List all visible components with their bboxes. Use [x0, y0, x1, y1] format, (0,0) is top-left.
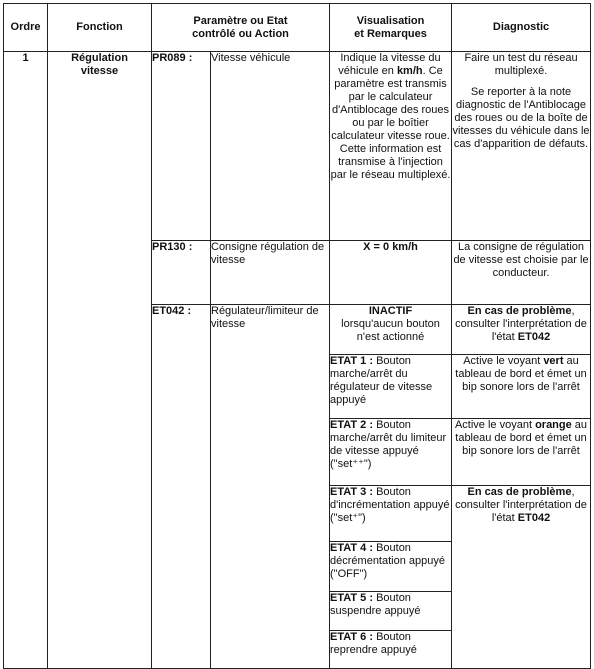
et042-diag-etat1	[452, 355, 591, 419]
state-5-name: ETAT 5 :	[330, 592, 373, 604]
header-fonction: Fonction	[48, 4, 152, 52]
header-visu-line2: et Remarques	[354, 27, 427, 40]
et042-diag-etat2	[452, 419, 591, 486]
diag-etat1-pre: Active le voyant	[463, 355, 544, 367]
fonction-line1: Régulation	[71, 52, 128, 64]
state-1-name: ETAT 1 :	[330, 355, 373, 367]
diag-rest-code: ET042	[517, 512, 551, 524]
pr130-code: PR130 :	[152, 241, 211, 305]
fonction-cell	[48, 52, 152, 669]
diag-etat2-post: au tableau de bord et émet un bip sonore lors de l'arrêt	[455, 419, 588, 457]
et042-state-1	[330, 355, 452, 419]
state-inactif-name: INACTIF	[368, 305, 413, 317]
diagnostic-table	[3, 3, 591, 669]
state-4-text: Bouton décrémentation appuyé ("OFF")	[330, 542, 445, 580]
diag-inactif-pre: En cas de problème	[467, 305, 572, 317]
pr089-visualisation	[330, 52, 452, 241]
diag-rest-mid: , consulter l'interprétation de l'état	[455, 486, 587, 524]
pr089-code: PR089 :	[152, 52, 211, 241]
et042-code: ET042 :	[152, 305, 211, 669]
et042-diag-rest	[452, 486, 591, 669]
state-inactif-text: lorsqu'aucun bouton n'est actionné	[341, 318, 440, 343]
state-4-name: ETAT 4 :	[330, 542, 373, 554]
et042-state-4	[330, 542, 452, 592]
row-pr089	[4, 52, 591, 241]
pr089-diag-1: Faire un test du réseau multiplexé.	[464, 52, 578, 77]
et042-state-inactif	[330, 305, 452, 355]
et042-state-2	[330, 419, 452, 486]
ordre-cell: 1	[4, 52, 48, 669]
header-visualisation	[330, 4, 452, 52]
pr089-diagnostic	[452, 52, 591, 241]
state-3-name: ETAT 3 :	[330, 486, 373, 498]
header-diagnostic: Diagnostic	[452, 4, 591, 52]
state-2-text: Bouton marche/arrêt du limiteur de vitesse appuyé ("set⁺⁺")	[330, 419, 447, 470]
header-parametre-line2: contrôlé ou Action	[192, 27, 289, 40]
pr130-diagnostic: La consigne de régulation de vitesse est choisie par le conducteur.	[452, 241, 591, 305]
et042-state-3	[330, 486, 452, 542]
state-2-name: ETAT 2 :	[330, 419, 373, 431]
pr089-visu-pre: Indique la vitesse du véhicule en	[338, 52, 441, 77]
diag-inactif-code: ET042	[517, 331, 551, 343]
diag-rest-pre: En cas de problème	[467, 486, 572, 498]
state-6-text: Bouton reprendre appuyé	[330, 631, 417, 656]
header-visu-line1: Visualisation	[356, 14, 425, 27]
et042-label: Régulateur/limiteur de vitesse	[211, 305, 330, 669]
diag-etat2-color: orange	[535, 419, 572, 431]
header-ordre: Ordre	[4, 4, 48, 52]
pr130-label: Consigne régulation de vitesse	[211, 241, 330, 305]
pr089-visu-post: . Ce paramètre est transmis par le calculateur d'Antiblocage des roues ou par le boîtier calculateur vitesse roue. Cette information est transmise à l'injection par le réseau multiplexé.	[330, 65, 451, 181]
fonction-line2: vitesse	[80, 65, 119, 77]
state-3-text: Bouton d'incrémentation appuyé ("set⁺")	[330, 486, 450, 524]
header-row	[4, 4, 591, 52]
diag-inactif-mid: , consulter l'interprétation de l'état	[455, 305, 587, 343]
diag-etat1-post: au tableau de bord et émet un bip sonore lors de l'arrêt	[455, 355, 587, 393]
state-1-text: Bouton marche/arrêt du régulateur de vitesse appuyé	[330, 355, 433, 406]
header-parametre-line1: Paramètre ou Etat	[193, 14, 288, 27]
state-6-name: ETAT 6 :	[330, 631, 373, 643]
pr089-diag-2: Se reporter à la note diagnostic de l'Antiblocage des roues ou de la boîte de vitesses du véhicule dans le cas d'apparition de défauts.	[452, 86, 590, 150]
pr130-visualisation: X = 0 km/h	[330, 241, 452, 305]
diag-etat2-pre: Active le voyant	[454, 419, 536, 431]
et042-diag-inactif	[452, 305, 591, 355]
diag-etat1-color: vert	[543, 355, 564, 367]
et042-state-6	[330, 631, 452, 669]
state-5-text: Bouton suspendre appuyé	[330, 592, 421, 617]
pr089-visu-unit: km/h	[396, 65, 423, 77]
et042-state-5	[330, 592, 452, 631]
header-parametre	[152, 4, 330, 52]
pr089-label: Vitesse véhicule	[211, 52, 330, 241]
